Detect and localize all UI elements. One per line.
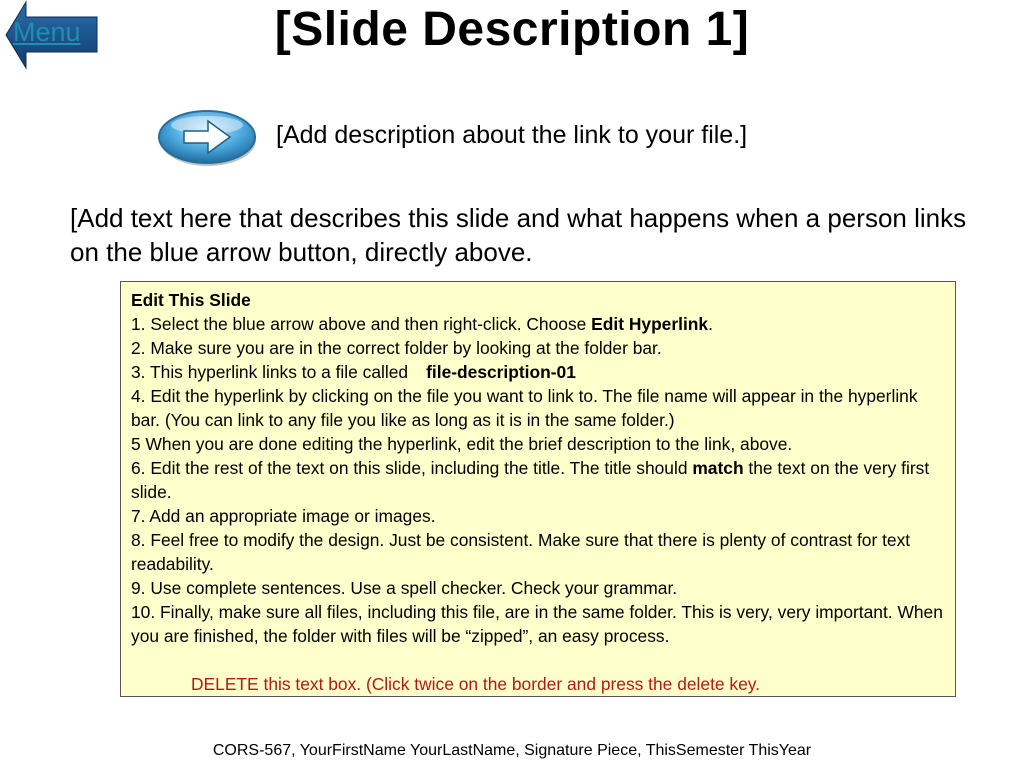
step-2: 2. Make sure you are in the correct folder by looking at the folder bar.: [131, 338, 662, 358]
step-10: 10. Finally, make sure all files, including this file, are in the same folder. This is very, very important. When you are finished, the folder with files will be “zipped”, an easy process.: [131, 602, 943, 646]
step-7: 7. Add an appropriate image or images.: [131, 506, 436, 526]
step-6: 6. Edit the rest of the text on this slide, including the title. The title should match the text on the very first slide.: [131, 458, 930, 502]
edit-box-heading: Edit This Slide: [131, 290, 251, 310]
step-8: 8. Feel free to modify the design. Just be consistent. Make sure that there is plenty of contrast for text readability.: [131, 530, 911, 574]
step-5: 5 When you are done editing the hyperlink, edit the brief description to the link, above.: [131, 434, 793, 454]
footer: CORS-567, YourFirstName YourLastName, Signature Piece, ThisSemester ThisYear: [212, 742, 812, 759]
step-1: 1. Select the blue arrow above and then right-click. Choose Edit Hyperlink.: [131, 314, 713, 334]
right-arrow-icon: [156, 107, 260, 169]
step-4: 4. Edit the hyperlink by clicking on the file you want to link to. The file name will appear in the hyperlink bar. (You can link to any file you like as long as it is in the same folder.): [131, 386, 918, 430]
slide-title: [Slide Description 1]: [274, 3, 750, 56]
slide-description: [Add text here that describes this slide and what happens when a person links on the blue arrow button, directly above.: [70, 203, 967, 267]
menu-label[interactable]: Menu: [13, 17, 81, 47]
edit-instructions-box[interactable]: [120, 281, 956, 697]
delete-note: DELETE this text box. (Click twice on the border and press the delete key.: [191, 674, 761, 694]
link-arrow-button[interactable]: [156, 107, 260, 169]
link-description: [Add description about the link to your file.]: [276, 121, 748, 149]
step-3: 3. This hyperlink links to a file called file-description-01: [131, 362, 576, 382]
step-9: 9. Use complete sentences. Use a spell checker. Check your grammar.: [131, 578, 678, 598]
